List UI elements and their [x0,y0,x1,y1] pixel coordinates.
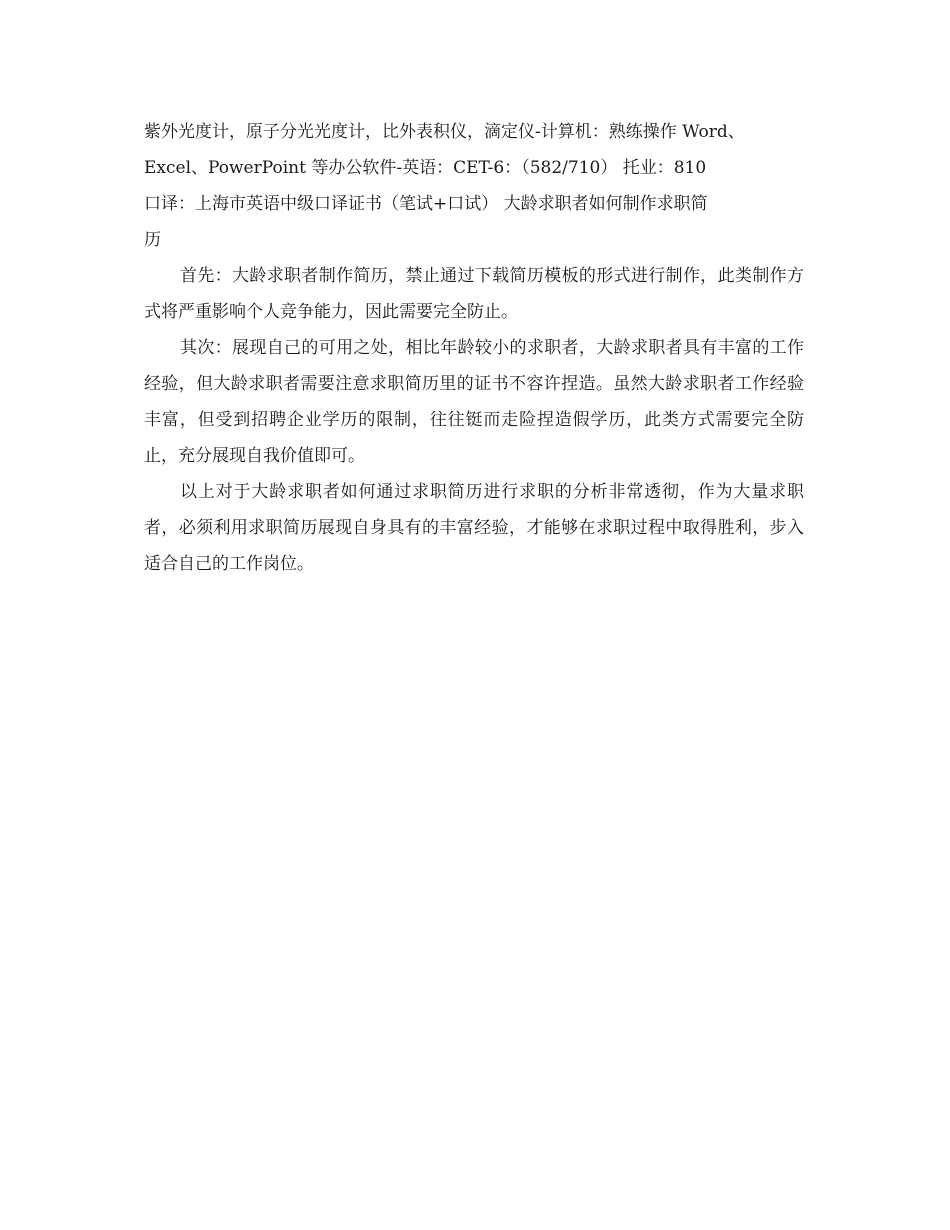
text-line: Excel、PowerPoint 等办公软件-英语：CET-6：（582/710） 托业：810 [144,158,707,178]
document-body [144,114,804,582]
paragraph-second: 其次：展现自己的可用之处，相比年龄较小的求职者，大龄求职者具有丰富的工作经验，但大龄求职者需要注意求职简历里的证书不容许捏造。虽然大龄求职者工作经验丰富，但受到招聘企业学历的限制，往往铤而走险捏造假学历，此类方式需要完全防止，充分展现自我价值即可。 [144,338,804,466]
text-line: 紫外光度计，原子分光光度计，比外表积仪，滴定仪-计算机：熟练操作 Word、 [144,122,745,142]
paragraph-first: 首先：大龄求职者制作简历，禁止通过下载简历模板的形式进行制作，此类制作方式将严重影响个人竞争能力，因此需要完全防止。 [144,266,804,322]
text-line: 口译：上海市英语中级口译证书（笔试+口试） 大龄求职者如何制作求职简 [144,194,708,214]
text-line: 历 [144,230,161,250]
paragraph-conclusion: 以上对于大龄求职者如何通过求职简历进行求职的分析非常透彻，作为大量求职者，必须利用求职简历展现自身具有的丰富经验，才能够在求职过程中取得胜利，步入适合自己的工作岗位。 [144,482,804,574]
